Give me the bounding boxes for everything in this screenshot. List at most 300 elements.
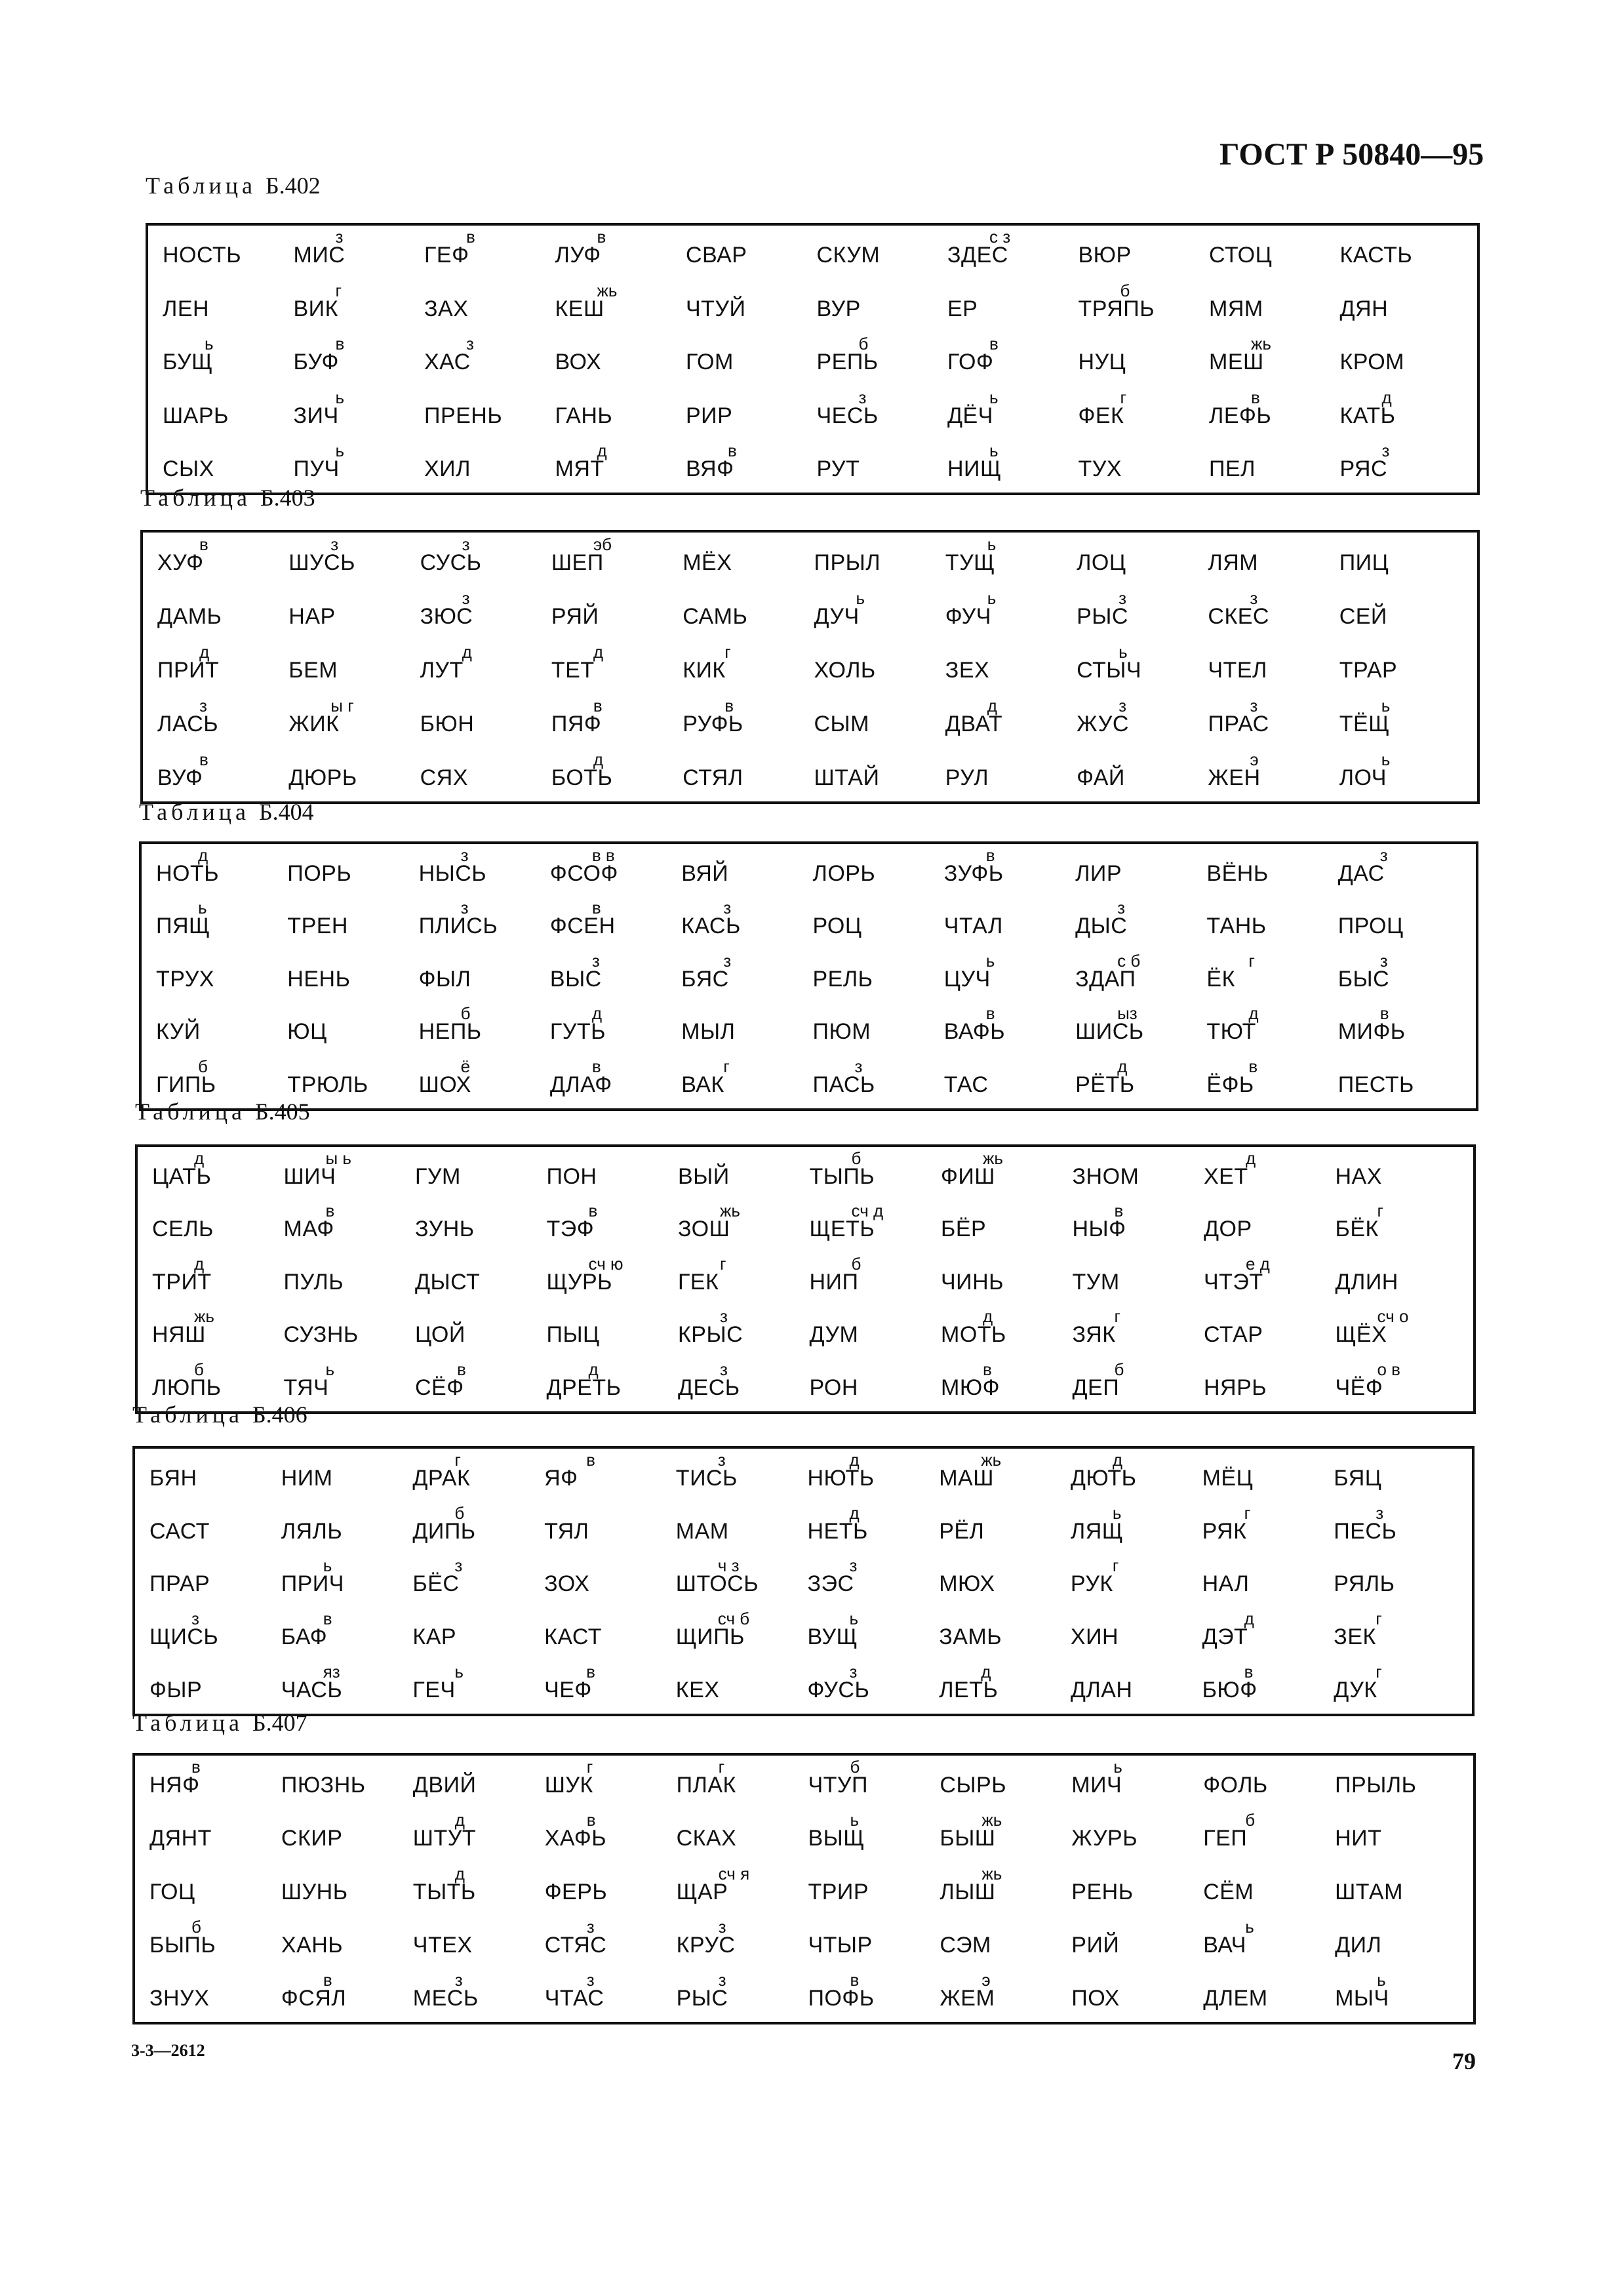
cell-word: СКАХ xyxy=(676,1826,737,1851)
cell-mark: в xyxy=(985,845,995,865)
cell-word: ВЯФ xyxy=(686,456,734,481)
table-cell xyxy=(1206,844,1337,897)
cell-word: ПУЛЬ xyxy=(283,1269,344,1295)
table-cell xyxy=(1202,1555,1334,1608)
table-cell xyxy=(424,226,555,279)
page-number: 79 xyxy=(1452,2048,1476,2074)
cell-mark: ь xyxy=(1245,1916,1254,1937)
table-cell xyxy=(424,332,555,386)
table-cell xyxy=(939,1661,1071,1714)
cell-word: ХЕТ xyxy=(1204,1163,1248,1189)
cell-word: ШТАЙ xyxy=(814,765,880,790)
cell-word: ФАЙ xyxy=(1077,765,1125,790)
cell-word: ДЭТ xyxy=(1202,1624,1248,1650)
table-caption xyxy=(146,172,321,199)
table-cell xyxy=(940,1969,1071,2022)
table-cell xyxy=(157,533,288,586)
table-cell xyxy=(551,533,683,586)
cell-mark: з xyxy=(454,1969,463,1990)
cell-word: ФЫР xyxy=(149,1678,203,1702)
table-cell xyxy=(1338,897,1469,950)
cell-word: РЕПЬ xyxy=(816,350,879,375)
table-cell xyxy=(813,1055,944,1108)
cell-mark: з xyxy=(1119,696,1127,715)
cell-mark: д xyxy=(199,642,210,662)
table-cell xyxy=(817,439,948,493)
table-cell xyxy=(1077,694,1208,748)
cell-mark: д xyxy=(849,1502,860,1523)
table-cell xyxy=(1071,1502,1202,1555)
cell-word: БЯЦ xyxy=(1334,1465,1382,1491)
cell-word: МЫЛ xyxy=(681,1019,736,1045)
cell-word: БАФ xyxy=(281,1624,328,1650)
cell-word: ХАФЬ xyxy=(544,1826,607,1851)
cell-mark: з xyxy=(849,1662,858,1682)
cell-mark: з xyxy=(586,1916,595,1937)
table-cell xyxy=(149,1809,281,1862)
table-cell xyxy=(415,1253,547,1306)
table-cell xyxy=(545,1756,677,1809)
cell-word: КАСТЬ xyxy=(1339,243,1413,268)
cell-word: ПОН xyxy=(546,1163,597,1189)
table-cell xyxy=(149,1969,281,2022)
cell-word: НАР xyxy=(288,604,336,629)
cell-mark: в xyxy=(850,1969,860,1990)
cell-mark: д xyxy=(454,1863,465,1883)
table-cell xyxy=(1339,694,1471,748)
table-cell xyxy=(1079,279,1210,332)
cell-word: ПЕЛ xyxy=(1209,456,1256,481)
cell-word: ТРИТ xyxy=(152,1269,212,1295)
cell-word: КУЙ xyxy=(156,1019,201,1045)
cell-word: ЧЕСЬ xyxy=(816,403,879,428)
cell-mark: жь xyxy=(720,1201,740,1221)
cell-word: ДРАК xyxy=(412,1465,471,1491)
cell-word: НИТ xyxy=(1335,1826,1382,1851)
table-cell xyxy=(544,1607,676,1661)
cell-mark: ь xyxy=(850,1810,860,1830)
cell-word: ТАС xyxy=(943,1072,989,1097)
table-cell xyxy=(810,1358,941,1411)
cell-mark: б xyxy=(191,1916,201,1937)
table-cell xyxy=(1071,1756,1203,1809)
cell-mark: з xyxy=(1119,588,1127,608)
cell-word: ПЮМ xyxy=(812,1019,871,1045)
table-cell xyxy=(156,844,287,897)
cell-word: МИС xyxy=(293,243,346,268)
cell-word: ЗНУХ xyxy=(149,1985,210,2011)
table-cell xyxy=(808,1916,940,1969)
cell-word: ДОР xyxy=(1204,1217,1252,1242)
table-cell xyxy=(817,279,948,332)
cell-mark: ь xyxy=(335,441,345,460)
table-cell xyxy=(678,1200,810,1253)
table-cell xyxy=(545,1916,677,1969)
cell-word: ВАЧ xyxy=(1203,1932,1246,1958)
cell-mark: в xyxy=(335,334,345,354)
cell-word: ЛУФ xyxy=(555,243,601,268)
cell-word: ВУФ xyxy=(157,765,203,790)
table-cell xyxy=(547,1147,679,1200)
cell-mark: ь xyxy=(335,387,345,407)
table-cell xyxy=(413,1862,545,1915)
cell-mark: в xyxy=(989,334,999,354)
cell-word: СЯХ xyxy=(420,765,468,790)
cell-word: ЗЭС xyxy=(807,1571,854,1597)
table-cell xyxy=(163,332,294,386)
table-cell xyxy=(941,1147,1073,1200)
cell-word: ЧТЕЛ xyxy=(1208,658,1267,683)
table-cell xyxy=(1206,1003,1337,1056)
table-cell xyxy=(547,1306,679,1359)
table-cell xyxy=(686,279,817,332)
table-cell xyxy=(1336,1147,1467,1200)
table-cell xyxy=(544,1449,676,1502)
cell-mark: з xyxy=(854,1056,863,1076)
cell-word: ДЛАН xyxy=(1070,1678,1133,1702)
table-cell xyxy=(1071,1809,1203,1862)
table-cell xyxy=(941,1253,1073,1306)
cell-word: КРОМ xyxy=(1339,350,1405,375)
cell-mark: г xyxy=(1377,1201,1383,1221)
cell-mark: ь xyxy=(1381,750,1391,769)
table-cell xyxy=(1209,226,1340,279)
cell-mark: д xyxy=(981,1662,991,1682)
table-cell xyxy=(420,586,551,640)
table-cell xyxy=(1339,586,1471,640)
cell-word: МАМ xyxy=(675,1518,729,1544)
table-cell xyxy=(152,1306,284,1359)
table-cell xyxy=(1335,1969,1467,2022)
table-cell xyxy=(945,748,1077,801)
cell-word: ТЯЧ xyxy=(283,1375,329,1400)
cell-word: СУСЬ xyxy=(420,550,482,575)
cell-mark: жь xyxy=(981,1449,1002,1470)
table-cell xyxy=(412,1502,544,1555)
cell-word: ЛЮПЬ xyxy=(152,1375,222,1400)
table-cell xyxy=(1336,1253,1467,1306)
table-cell xyxy=(945,640,1077,694)
cell-word: ДВАТ xyxy=(945,712,1003,736)
table-cell xyxy=(1073,1358,1204,1411)
cell-mark: д xyxy=(983,1306,993,1327)
table-cell xyxy=(1079,386,1210,439)
cell-mark: жь xyxy=(597,280,618,300)
table-cell xyxy=(1206,1055,1337,1108)
table-cell xyxy=(1071,1555,1202,1608)
cell-mark: ь xyxy=(1113,1757,1122,1777)
syllable-table xyxy=(132,1753,1476,2024)
cell-mark: г xyxy=(1248,950,1255,971)
cell-word: МЯМ xyxy=(1209,296,1263,321)
cell-word: ЧЕФ xyxy=(544,1678,592,1702)
cell-mark: д xyxy=(454,1810,465,1830)
table-cell xyxy=(544,1555,676,1608)
table-cell xyxy=(420,533,551,586)
table-cell xyxy=(1339,748,1471,801)
cell-word: ТУМ xyxy=(1072,1269,1120,1295)
table-cell xyxy=(1335,1809,1467,1862)
table-cell xyxy=(947,386,1079,439)
cell-word: ТИСЬ xyxy=(675,1465,738,1491)
cell-mark: в xyxy=(199,750,208,769)
cell-word: ТЮТ xyxy=(1206,1019,1256,1045)
cell-word: ВУЩ xyxy=(807,1624,858,1650)
table-cell xyxy=(1338,1055,1469,1108)
cell-word: ФСОФ xyxy=(549,860,618,886)
cell-word: ФИШ xyxy=(941,1163,995,1189)
cell-word: РИЙ xyxy=(1071,1932,1120,1958)
table-cell xyxy=(1071,1969,1203,2022)
cell-word: ЛЕН xyxy=(163,296,210,321)
table-grid xyxy=(163,226,1471,493)
cell-word: ДИЛ xyxy=(1335,1932,1382,1958)
table-cell xyxy=(677,1969,808,2022)
cell-mark: б xyxy=(850,1757,860,1777)
table-cell xyxy=(939,1449,1071,1502)
cell-word: ЛОЧ xyxy=(1339,765,1387,790)
table-grid xyxy=(157,533,1471,801)
cell-word: БЫС xyxy=(1337,966,1390,992)
table-cell xyxy=(294,226,425,279)
cell-word: СЫМ xyxy=(814,712,869,736)
cell-word: РЫС xyxy=(1077,604,1128,629)
table-caption-number: Б.404 xyxy=(258,799,314,825)
table-cell xyxy=(281,1756,413,1809)
table-cell xyxy=(1204,1358,1336,1411)
table-cell xyxy=(281,1661,413,1714)
table-cell xyxy=(547,1253,679,1306)
cell-mark: з xyxy=(466,334,474,354)
cell-word: ЗОХ xyxy=(544,1571,590,1597)
cell-word: СКЕС xyxy=(1208,604,1269,629)
cell-word: РЯЛЬ xyxy=(1334,1571,1395,1597)
table-cell xyxy=(1073,1253,1204,1306)
cell-word: ГЕП xyxy=(1203,1826,1248,1851)
table-cell xyxy=(1073,1200,1204,1253)
cell-word: БЫПЬ xyxy=(149,1932,216,1958)
cell-word: РУЛ xyxy=(945,765,989,790)
table-cell xyxy=(945,694,1077,748)
table-cell xyxy=(555,332,686,386)
cell-mark: з xyxy=(586,1969,595,1990)
table-cell xyxy=(1338,844,1469,897)
cell-word: ЦУЧ xyxy=(943,966,991,992)
cell-word: ВЁНЬ xyxy=(1206,860,1269,886)
cell-word: КАСЬ xyxy=(681,914,741,939)
cell-word: ЛОРЬ xyxy=(812,860,876,886)
cell-mark: в xyxy=(591,898,601,918)
cell-word: ЧТАС xyxy=(544,1985,604,2011)
table-cell xyxy=(284,1253,416,1306)
table-cell xyxy=(281,1969,413,2022)
cell-word: НЯРЬ xyxy=(1204,1375,1267,1400)
cell-word: ЗУНЬ xyxy=(415,1217,475,1242)
cell-mark: жь xyxy=(981,1863,1002,1883)
table-cell xyxy=(944,1003,1075,1056)
table-cell xyxy=(1073,1306,1204,1359)
cell-word: НАЛ xyxy=(1202,1571,1250,1597)
table-cell xyxy=(551,586,683,640)
table-cell xyxy=(1071,1607,1202,1661)
table-cell xyxy=(1071,1661,1202,1714)
cell-word: РЫС xyxy=(676,1985,728,2011)
table-cell xyxy=(152,1253,284,1306)
table-grid xyxy=(152,1147,1467,1411)
cell-mark: з xyxy=(460,845,469,865)
cell-word: МЯТ xyxy=(555,456,604,481)
cell-mark: з xyxy=(1376,1502,1384,1523)
cell-word: ХИН xyxy=(1070,1624,1119,1650)
cell-word: БЕМ xyxy=(288,658,338,683)
table-cell xyxy=(550,897,681,950)
table-cell xyxy=(287,1003,418,1056)
cell-mark: б xyxy=(454,1502,465,1523)
table-cell xyxy=(1075,1003,1206,1056)
table-cell xyxy=(1202,1607,1334,1661)
cell-mark: з xyxy=(718,1916,726,1937)
table-cell xyxy=(424,386,555,439)
cell-word: ДУК xyxy=(1334,1678,1377,1702)
table-cell xyxy=(1071,1862,1203,1915)
cell-mark: д xyxy=(1244,1609,1254,1629)
table-cell xyxy=(1071,1449,1202,1502)
cell-word: ПАСЬ xyxy=(812,1072,875,1097)
table-cell xyxy=(420,640,551,694)
table-caption xyxy=(140,484,315,512)
cell-word: ДАМЬ xyxy=(157,604,222,629)
table-cell xyxy=(1079,439,1210,493)
table-cell xyxy=(810,1200,941,1253)
table-cell xyxy=(810,1147,941,1200)
cell-word: РЁЛ xyxy=(939,1518,985,1544)
cell-mark: з xyxy=(462,588,470,608)
cell-mark: ы ь xyxy=(325,1148,351,1168)
cell-word: РЯС xyxy=(1339,456,1388,481)
cell-word: ТРЯПЬ xyxy=(1078,296,1155,321)
table-cell xyxy=(1208,748,1339,801)
cell-word: ФСЕН xyxy=(549,914,616,939)
cell-word: ЯФ xyxy=(544,1465,578,1491)
cell-word: МЁХ xyxy=(683,550,732,575)
cell-mark: ь xyxy=(849,1609,859,1629)
cell-mark: ч з xyxy=(717,1556,740,1576)
table-cell xyxy=(413,1916,545,1969)
table-caption-number: Б.403 xyxy=(260,485,315,511)
cell-word: ШТУТ xyxy=(412,1826,477,1851)
table-cell xyxy=(683,640,814,694)
table-cell xyxy=(1202,1502,1334,1555)
cell-mark: ь xyxy=(1381,696,1391,715)
table-cell xyxy=(1335,1916,1467,1969)
table-cell xyxy=(1209,386,1340,439)
cell-word: ТРЮЛЬ xyxy=(287,1072,368,1097)
cell-word: СЭМ xyxy=(940,1932,991,1958)
cell-word: ДУМ xyxy=(809,1322,859,1348)
table-cell xyxy=(678,1358,810,1411)
cell-mark: д xyxy=(1381,387,1392,407)
cell-word: ТРУХ xyxy=(156,966,214,992)
cell-mark: з xyxy=(723,898,732,918)
cell-word: ЗДЕС xyxy=(947,243,1008,268)
table-cell xyxy=(412,1607,544,1661)
cell-word: ВЫЙ xyxy=(678,1163,730,1189)
cell-word: ЧАСЬ xyxy=(281,1678,343,1702)
cell-word: ТЁЩ xyxy=(1339,712,1390,736)
table-cell xyxy=(149,1862,281,1915)
cell-mark: сч о xyxy=(1377,1306,1409,1327)
table-cell xyxy=(1336,1306,1467,1359)
table-cell xyxy=(149,1502,281,1555)
cell-word: НИП xyxy=(809,1269,859,1295)
table-cell xyxy=(149,1661,281,1714)
table-cell xyxy=(678,1147,810,1200)
table-cell xyxy=(940,1862,1071,1915)
cell-word: СТЫЧ xyxy=(1077,658,1142,683)
table-cell xyxy=(1077,640,1208,694)
cell-mark: эб xyxy=(593,534,612,554)
table-cell xyxy=(817,386,948,439)
cell-word: ТЫТЬ xyxy=(412,1879,476,1904)
cell-mark: з xyxy=(1250,588,1258,608)
cell-word: ГЕФ xyxy=(424,243,469,268)
cell-mark: з xyxy=(335,227,344,247)
cell-mark: г xyxy=(1244,1502,1251,1523)
cell-word: ДЫС xyxy=(1075,914,1128,939)
cell-mark: в xyxy=(466,227,475,247)
cell-mark: в xyxy=(191,1757,201,1777)
table-cell xyxy=(944,897,1075,950)
cell-word: ТУЩ xyxy=(945,550,995,575)
cell-mark: д xyxy=(987,696,997,715)
table-cell xyxy=(547,1358,679,1411)
cell-word: КАТЬ xyxy=(1339,403,1396,428)
cell-word: ЛУТ xyxy=(420,658,464,683)
cell-word: ХУФ xyxy=(157,550,204,575)
cell-mark: б xyxy=(1245,1810,1256,1830)
table-cell xyxy=(940,1916,1071,1969)
table-cell xyxy=(814,533,945,586)
table-cell xyxy=(284,1200,416,1253)
table-cell xyxy=(419,897,550,950)
table-cell xyxy=(686,226,817,279)
table-cell xyxy=(281,1449,413,1502)
table-caption xyxy=(132,1709,307,1737)
cell-word: ХАНЬ xyxy=(281,1932,344,1958)
table-cell xyxy=(940,1756,1071,1809)
table-cell xyxy=(413,1809,545,1862)
table-cell xyxy=(676,1449,808,1502)
table-cell xyxy=(555,226,686,279)
table-cell xyxy=(814,694,945,748)
cell-word: НИЩ xyxy=(947,456,1002,481)
cell-mark: ь xyxy=(989,387,999,407)
cell-word: ДРЕТЬ xyxy=(546,1375,622,1400)
table-cell xyxy=(281,1916,413,1969)
cell-word: ДИПЬ xyxy=(412,1518,476,1544)
cell-mark: г xyxy=(724,642,731,662)
table-caption xyxy=(132,1401,307,1428)
cell-word: ДЕСЬ xyxy=(678,1375,740,1400)
table-cell xyxy=(807,1449,939,1502)
cell-mark: з xyxy=(720,1306,728,1327)
table-cell xyxy=(163,279,294,332)
table-cell xyxy=(1335,1862,1467,1915)
cell-word: БЮФ xyxy=(1202,1678,1258,1702)
cell-word: ЁФЬ xyxy=(1206,1072,1254,1097)
table-cell xyxy=(1340,226,1471,279)
cell-word: БОТЬ xyxy=(551,765,613,790)
